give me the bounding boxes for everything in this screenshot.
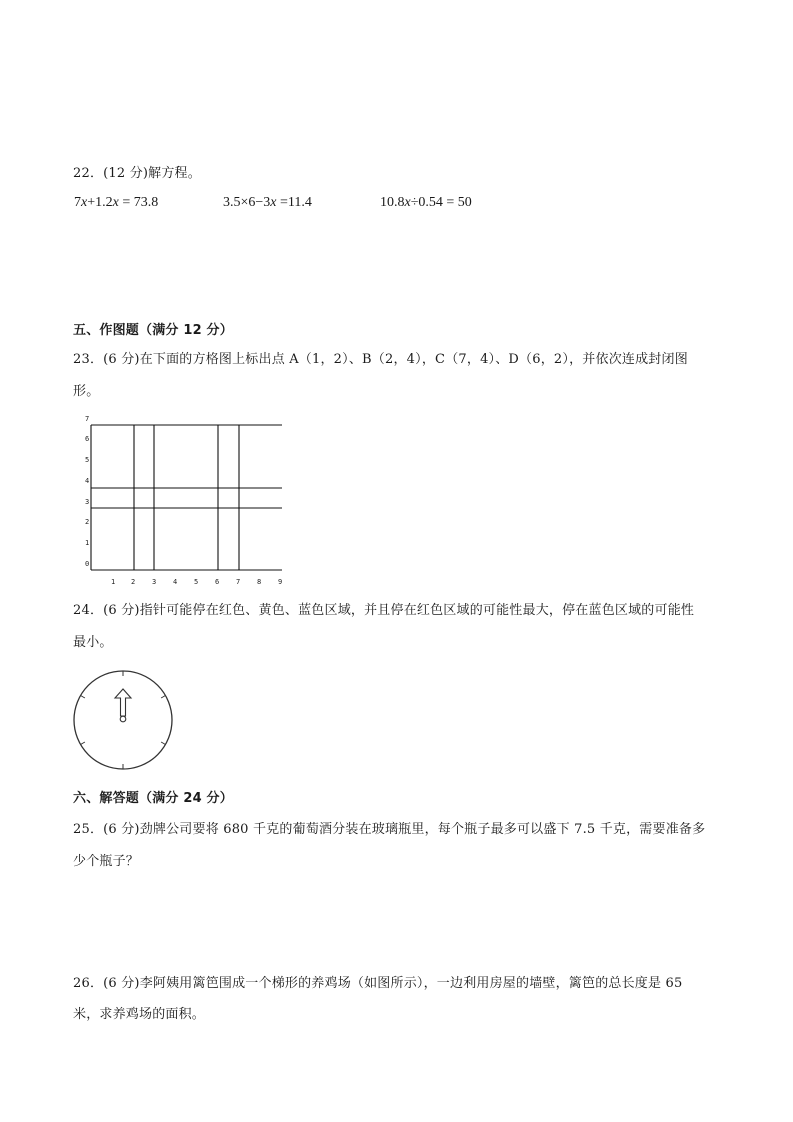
spinner-tick (161, 742, 165, 745)
q24-text-line1: 24．(6 分)指针可能停在红色、黄色、蓝色区域，并且停在红色区域的可能性最大，停在蓝色区域的可能性 (73, 603, 695, 618)
y-tick-label: 6 (85, 435, 90, 443)
eq1-part: +1.2 (87, 195, 113, 210)
y-tick-label: 3 (85, 498, 90, 506)
x-tick-label: 8 (257, 578, 262, 586)
x-tick-label: 4 (173, 578, 178, 586)
eq2-var: x (270, 195, 277, 210)
eq3-part: 10.8 (380, 195, 405, 210)
eq1-var: x (112, 195, 119, 210)
x-tick-label: 6 (215, 578, 220, 586)
eq1-part: = 73.8 (118, 195, 159, 210)
x-tick-label: 5 (194, 578, 199, 586)
section-5-heading: 五、作图题（满分 12 分） (73, 323, 233, 338)
y-tick-label: 1 (85, 539, 90, 547)
y-tick-label: 0 (85, 560, 90, 568)
eq2-part: 3.5×6−3 (223, 195, 271, 210)
x-tick-label: 7 (236, 578, 241, 586)
x-tick-label: 3 (152, 578, 157, 586)
q25-text-line1: 25．(6 分)劲牌公司要将 680 千克的葡萄酒分装在玻璃瓶里，每个瓶子最多可以盛下 7.5 千克，需要准备多 (73, 822, 706, 837)
x-tick-label: 1 (111, 578, 116, 586)
q22-title: 22．(12 分)解方程。 (73, 166, 201, 181)
q24-text-line2: 最小。 (73, 635, 113, 650)
spinner-tick (81, 742, 85, 745)
q23-text-line2: 形。 (73, 384, 100, 399)
eq1-var: x (81, 195, 88, 210)
eq1-part: 7 (74, 195, 81, 210)
y-tick-label: 5 (85, 456, 90, 464)
section-6-heading: 六、解答题（满分 24 分） (73, 791, 233, 806)
q25-text-line2: 少个瓶子？ (73, 854, 140, 869)
spinner-tick (161, 696, 165, 699)
y-tick-label: 7 (85, 415, 90, 423)
eq2-part: =11.4 (276, 195, 312, 210)
eq3-var: x (404, 195, 411, 210)
eq3-part: ÷0.54 = 50 (410, 195, 472, 210)
x-tick-label: 2 (131, 578, 136, 586)
q26-text-line2: 米，求养鸡场的面积。 (73, 1007, 206, 1022)
y-tick-label: 4 (85, 477, 90, 485)
q26-text-line1: 26．(6 分)李阿姨用篱笆围成一个梯形的养鸡场（如图所示），一边利用房屋的墙壁，篱笆的总长度是 65 (73, 976, 683, 991)
pointer-arrow-icon (115, 689, 131, 722)
spinner-tick (81, 696, 85, 699)
q23-text-line1: 23．(6 分)在下面的方格图上标出点 A（1，2）、B（2，4），C（7，4）、D（6，2），并依次连成封闭图 (73, 352, 688, 367)
x-tick-label: 9 (278, 578, 283, 586)
y-tick-label: 2 (85, 518, 90, 526)
